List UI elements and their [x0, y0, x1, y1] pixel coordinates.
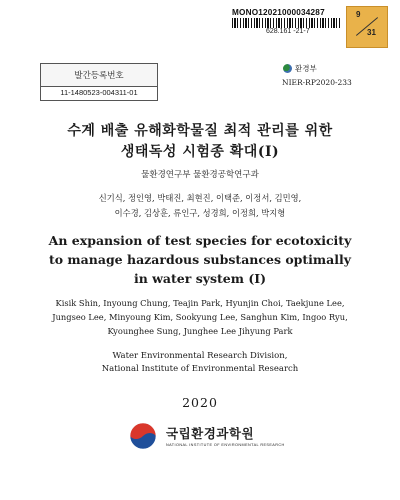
ministry-mark — [283, 63, 317, 74]
korean-title-line: 수계 배출 유해화학물질 최적 관리를 위한 — [67, 123, 333, 139]
affiliation-line: National Institute of Environmental Research — [101, 364, 299, 374]
institute-name-kr: 국립환경과학원 — [166, 426, 255, 441]
korean-authors — [0, 191, 400, 221]
ministry-logo-icon — [283, 64, 292, 73]
affiliation-line: Water Environmental Research Division, — [112, 351, 288, 361]
registration-label: 발간등록번호 — [40, 63, 158, 87]
english-authors-line: Kisik Shin, Inyoung Chung, Teajin Park, Hyunjin Choi, Taekjune Lee, — [55, 298, 345, 308]
english-authors-line: Kyounghee Sung, Junghee Lee Jihyung Park — [107, 326, 293, 336]
english-authors — [0, 296, 400, 338]
ministry-name: 환경부 — [295, 64, 317, 73]
volume-sticker — [346, 6, 388, 48]
barcode-id: MONO12021000034287 — [232, 8, 325, 17]
english-title-line: in water system (Ⅰ) — [133, 271, 267, 286]
korean-title-line: 생태독성 시험종 확대(Ⅰ) — [120, 144, 280, 160]
institute-logo-icon — [129, 422, 157, 450]
english-title-line: An expansion of test species for ecotoxicity — [48, 233, 352, 248]
volume-bottom: 31 — [367, 28, 376, 37]
volume-top: 9 — [356, 10, 361, 19]
english-authors-line: Jungseo Lee, Minyoung Kim, Sookyung Lee, Sanghun Kim, Ingoo Ryu, — [52, 312, 348, 322]
barcode-bars — [232, 18, 340, 28]
registration-number: 11-1480523-004311-01 — [40, 86, 158, 101]
korean-authors-line: 신기식, 정인영, 박태진, 최현진, 이택준, 이정서, 김민영, — [98, 193, 302, 203]
report-number: NIER-RP2020-233 — [282, 78, 352, 87]
library-barcode — [232, 8, 340, 28]
institute-name-en: NATIONAL INSTITUTE OF ENVIRONMENTAL RESEARCH — [166, 443, 285, 447]
english-title — [0, 231, 400, 288]
publication-year: 2020 — [182, 395, 218, 410]
english-title-line: to manage hazardous substances optimally — [48, 252, 352, 267]
korean-title — [0, 121, 400, 163]
call-number: 628.161 -21-7 — [266, 28, 310, 35]
korean-division: 물환경연구부 물환경공학연구과 — [141, 170, 259, 180]
english-affiliation — [0, 350, 400, 376]
korean-authors-line: 이수경, 김상훈, 류인구, 성경희, 이정희, 박지형 — [114, 208, 286, 218]
